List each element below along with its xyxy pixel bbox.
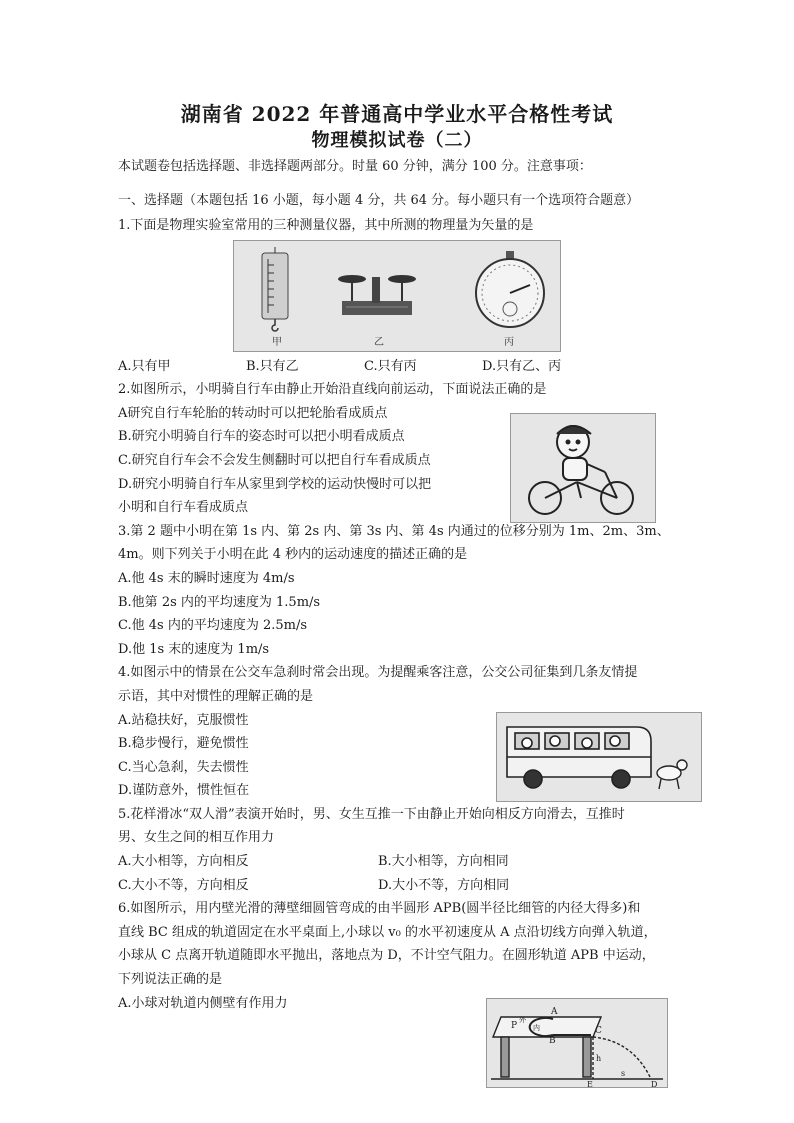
label-e: E	[587, 1080, 593, 1087]
label-b: B	[549, 1036, 556, 1046]
label-d: D	[651, 1080, 658, 1087]
q4-stem-line1: 4.如图示中的情景在公交车急刹时常会出现。为提醒乘客注意，公交公司征集到几条友情提	[118, 665, 638, 680]
label-c: C	[595, 1026, 602, 1036]
q4-option-c: C.当心急刹，失去惯性	[118, 760, 249, 775]
q6-stem-line1: 6.如图所示，用内壁光滑的薄壁细圆管弯成的由半圆形 APB(圆半径比细管的内径大得多)和	[118, 901, 641, 916]
label-p: P	[511, 1021, 518, 1031]
q4-option-b: B.稳步慢行，避免惯性	[118, 736, 249, 751]
q2-option-a: A研究自行车轮胎的转动时可以把轮胎看成质点	[118, 406, 388, 421]
q1-option-b: B.只有乙	[246, 359, 299, 374]
q6-stem-line4: 下列说法正确的是	[118, 972, 223, 987]
label-h: h	[596, 1054, 602, 1063]
q1-option-d: D.只有乙、丙	[482, 359, 562, 374]
dog-image	[657, 760, 687, 789]
q4-option-a: A.站稳扶好，克服惯性	[118, 713, 249, 728]
q2-stem: 2.如图所示，小明骑自行车由静止开始沿直线向前运动，下面说法正确的是	[118, 382, 547, 397]
q1-option-a: A.只有甲	[118, 359, 171, 374]
q2-cyclist-figure	[510, 413, 656, 523]
q2-option-d: D.研究小明骑自行车从家里到学校的运动快慢时可以把	[118, 477, 432, 492]
exam-intro: 本试题卷包括选择题、非选择题两部分。时量 60 分钟，满分 100 分。注意事项：	[118, 159, 592, 174]
q2-option-b: B.研究小明骑自行车的姿态时可以把小明看成质点	[118, 429, 405, 444]
q4-bus-figure	[496, 712, 702, 802]
q1-option-c: C.只有丙	[364, 359, 417, 374]
q2-option-c: C.研究自行车会不会发生侧翻时可以把自行车看成质点	[118, 453, 431, 468]
label-a: A	[551, 1007, 558, 1017]
page-title: 湖南省 2022 年普通高中学业水平合格性考试	[180, 102, 614, 126]
q3-option-a: A.他 4s 末的瞬时速度为 4m/s	[118, 571, 295, 586]
q5-stem-line1: 5.花样滑冰“双人滑”表演开始时，男、女生互推一下由静止开始向相反方向滑去，互推时	[118, 807, 625, 822]
bus-image	[507, 727, 651, 788]
fig-label-bing: 丙	[504, 337, 514, 348]
page-subtitle: 物理模拟试卷（二）	[311, 130, 483, 151]
q5-stem-line2: 男、女生之间的相互作用力	[118, 830, 275, 845]
label-inner: 内	[533, 1024, 540, 1032]
q5-option-d: D.大小不等，方向相同	[378, 878, 510, 893]
q1-stem: 1.下面是物理实验室常用的三种测量仪器，其中所测的物理量为矢量的是	[118, 218, 534, 233]
q3-option-c: C.他 4s 内的平均速度为 2.5m/s	[118, 618, 308, 633]
fig-label-yi: 乙	[374, 337, 384, 348]
q3-option-b: B.他第 2s 内的平均速度为 1.5m/s	[118, 595, 321, 610]
q3-stem-line2: 4m。则下列关于小明在此 4 秒内的运动速度的描述正确的是	[118, 547, 468, 562]
balance-scale-image	[338, 275, 416, 315]
q3-option-d: D.他 1s 末的速度为 1m/s	[118, 642, 270, 657]
label-s: s	[621, 1069, 626, 1078]
spring-scale-image	[262, 247, 288, 331]
q1-figure	[233, 240, 561, 352]
q5-option-a: A.大小相等，方向相反	[118, 854, 249, 869]
section-heading: 一、选择题（本题包括 16 小题，每小题 4 分，共 64 分。每小题只有一个选项符合题意）	[118, 193, 640, 208]
q6-track-figure	[486, 998, 668, 1088]
q4-stem-line2: 示语，其中对惯性的理解正确的是	[118, 689, 314, 704]
q6-option-a: A.小球对轨道内侧壁有作用力	[118, 996, 288, 1011]
cyclist-image	[529, 426, 633, 514]
label-outer: 外	[519, 1016, 526, 1024]
q6-stem-line2: 直线 BC 组成的轨道固定在水平桌面上,小球以 v₀ 的水平初速度从 A 点沿切线方向弹入轨道，	[118, 925, 657, 940]
q2-option-d-cont: 小明和自行车看成质点	[118, 500, 249, 515]
q3-stem-line1: 3.第 2 题中小明在第 1s 内、第 2s 内、第 3s 内、第 4s 内通过的位移分别为 1m、2m、3m、	[118, 524, 670, 539]
q6-stem-line3: 小球从 C 点离开轨道随即水平抛出，落地点为 D，不计空气阻力。在圆形轨道 APB 中运动，	[118, 948, 655, 963]
q4-option-d: D.谨防意外，惯性恒在	[118, 783, 250, 798]
q5-option-b: B.大小相等，方向相同	[378, 854, 509, 869]
stopwatch-image	[476, 251, 544, 327]
fig-label-jia: 甲	[272, 337, 282, 348]
q5-option-c: C.大小不等，方向相反	[118, 878, 249, 893]
